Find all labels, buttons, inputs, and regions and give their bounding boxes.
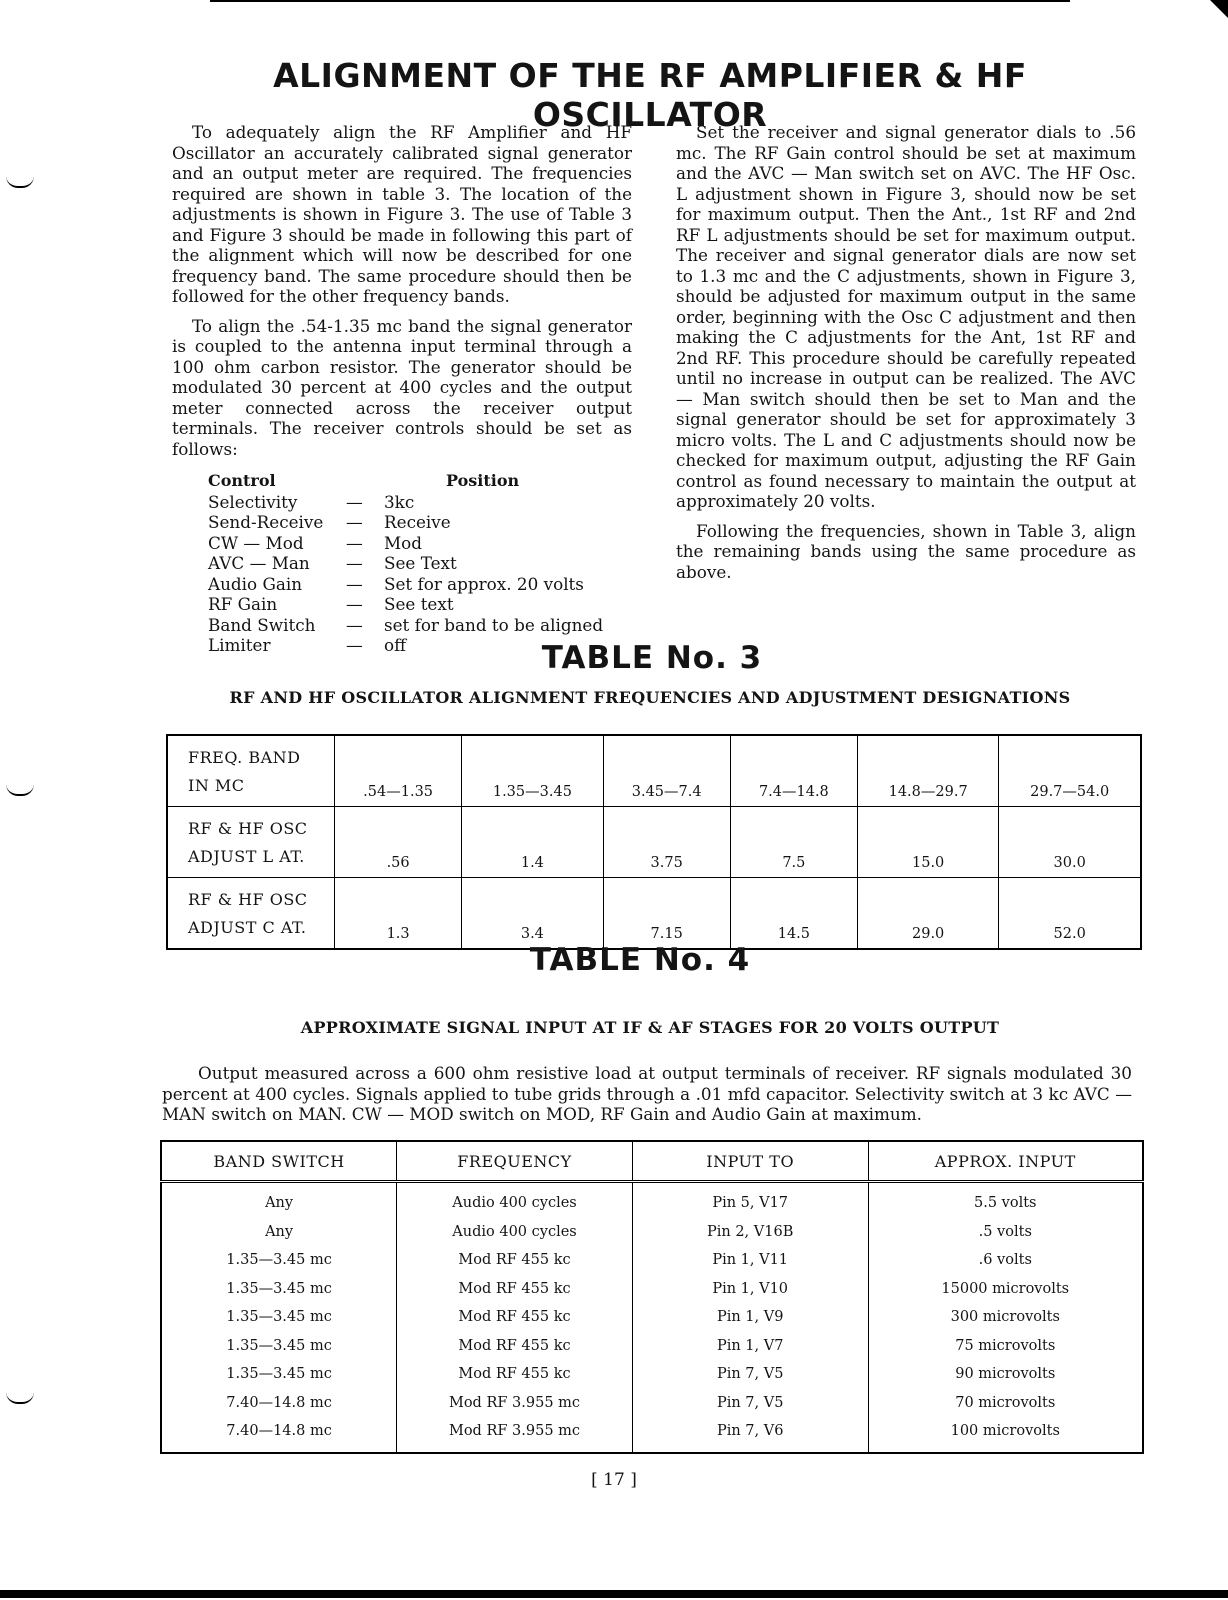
table3-row-label-line: ADJUST L AT. [188, 847, 305, 866]
table4-cell: Mod RF 455 kc [397, 1275, 633, 1304]
table4-row [161, 1332, 1143, 1361]
control-name: Send-Receive [208, 512, 324, 532]
table4-column-header: FREQUENCY [397, 1141, 633, 1182]
table4-cell: 90 microvolts [868, 1360, 1143, 1389]
table3-title: TABLE No. 3 [541, 640, 763, 676]
table3-alignment-frequencies [166, 734, 1142, 950]
control-row [208, 512, 603, 533]
intro-paragraph: To adequately align the RF Amplifier and HF Oscillator an accurately calibrated signal generator and an output meter are required. The frequencies required are shown in table 3. The location of the adjustments is shown in Figure 3. The use of Table 3 and Figure 3 should be made in following this part of the alignment which will now be described for one frequency band. The same procedure should then be followed for the other frequency bands. [172, 122, 632, 306]
control-position: Set for approx. 20 volts [384, 573, 584, 594]
control-dash: — [346, 614, 363, 635]
table4-cell: Mod RF 3.955 mc [397, 1417, 633, 1453]
table4-cell: .6 volts [868, 1246, 1143, 1275]
remaining-bands-paragraph: Following the frequencies, shown in Table 3, align the remaining bands using the same procedure as above. [676, 520, 1136, 582]
table4-cell: Any [161, 1182, 397, 1218]
control-name: Selectivity [208, 491, 298, 512]
table3-cell: 29.7—54.0 [999, 735, 1141, 807]
table3-row-label [167, 878, 335, 950]
table4-cell: Mod RF 455 kc [397, 1332, 633, 1361]
table4-cell: 1.35—3.45 mc [161, 1332, 397, 1361]
table4-column-header: BAND SWITCH [161, 1141, 397, 1182]
control-position: 3kc [384, 491, 415, 512]
table4-cell: 70 microvolts [868, 1389, 1143, 1418]
table4-cell: 1.35—3.45 mc [161, 1303, 397, 1332]
receiver-controls-list [208, 471, 603, 656]
table4-column-header: INPUT TO [632, 1141, 868, 1182]
table3-row-label-line: RF & HF OSC [188, 890, 308, 909]
table3-row [167, 735, 1141, 807]
control-dash: — [346, 635, 363, 655]
control-row [208, 533, 603, 554]
table4-cell: Pin 1, V10 [632, 1275, 868, 1304]
control-name: CW — Mod [208, 532, 304, 553]
table4-cell: 300 microvolts [868, 1303, 1143, 1332]
table3-cell: 3.4 [462, 878, 603, 950]
page-number: [ 17 ] [591, 1470, 637, 1490]
control-position: Receive [384, 512, 451, 532]
table4-cell: Pin 2, V16B [632, 1218, 868, 1247]
table4-cell: 7.40—14.8 mc [161, 1417, 397, 1453]
table4-row [161, 1246, 1143, 1275]
page-title: ALIGNMENT OF THE RF AMPLIFIER & HF OSCILLATOR [273, 56, 1027, 134]
table3-row [167, 878, 1141, 950]
alignment-procedure-paragraph: Set the receiver and signal generator dials to .56 mc. The RF Gain control should be set at maximum and the AVC — Man switch set on AVC. The HF Osc. L adjustment shown in Figure 3, should now be set for maximum output. Then the Ant., 1st RF and 2nd RF L adjustments should be set for maximum output. The receiver and signal generator dials are now set to 1.3 mc and the C adjustments, shown in Figure 3, should be adjusted for maximum output in the same order, beginning with the Osc C adjustment and then making the C adjustments for the Ant, 1st RF and 2nd RF. This procedure should be carefully repeated until no increase in output can be realized. The AVC — Man switch should then be set to Man and the signal generator should be set for approximately 3 micro volts. The L and C adjustments should now be checked for maximum output, adjusting the RF Gain control as found necessary to maintain the output at approximately 20 volts. [676, 122, 1136, 511]
table3-row-label [167, 735, 335, 807]
table3-row-label-line: ADJUST C AT. [188, 918, 307, 937]
table4-cell: Pin 7, V6 [632, 1417, 868, 1453]
table3-cell: 1.4 [462, 807, 603, 878]
table3-cell: 7.5 [730, 807, 857, 878]
scan-top-edge [210, 0, 1070, 2]
binder-hole-mark [6, 176, 34, 188]
scan-bottom-edge [0, 1590, 1228, 1598]
table4-cell: Pin 7, V5 [632, 1360, 868, 1389]
table4-cell: Pin 1, V9 [632, 1303, 868, 1332]
table4-cell: Pin 1, V11 [632, 1246, 868, 1275]
table4-cell: 100 microvolts [868, 1417, 1143, 1453]
table3-cell: 3.45—7.4 [603, 735, 730, 807]
table3-row [167, 807, 1141, 878]
binder-hole-mark [6, 1392, 34, 1404]
binder-hole-mark [6, 784, 34, 796]
control-position: See Text [384, 553, 457, 573]
control-dash: — [346, 573, 363, 594]
table4-cell: 7.40—14.8 mc [161, 1389, 397, 1418]
table4-cell: Pin 5, V17 [632, 1182, 868, 1218]
table4-cell: Any [161, 1218, 397, 1247]
table4-cell: Mod RF 455 kc [397, 1246, 633, 1275]
control-name: RF Gain [208, 594, 278, 614]
table4-subtitle: APPROXIMATE SIGNAL INPUT AT IF & AF STAGES FOR 20 VOLTS OUTPUT [300, 1018, 1000, 1037]
right-column [676, 122, 1136, 591]
table3-subtitle: RF AND HF OSCILLATOR ALIGNMENT FREQUENCIES AND ADJUSTMENT DESIGNATIONS [229, 688, 1071, 707]
control-row [208, 594, 603, 615]
control-position: off [384, 635, 407, 655]
table3-cell: .56 [335, 807, 462, 878]
table4-intro-paragraph: Output measured across a 600 ohm resistive load at output terminals of receiver. RF signals modulated 30 percent at 400 cycles. Signals applied to tube grids through a .01 mfd capacitor. Selectivity switch at 3 kc AVC — MAN switch on MAN. CW — MOD switch on MOD, RF Gain and Audio Gain at maximum. [162, 1063, 1132, 1124]
control-dash: — [346, 532, 363, 553]
control-position: See text [384, 594, 454, 614]
position-header: Position [446, 471, 520, 490]
table4-row [161, 1275, 1143, 1304]
control-row [208, 492, 603, 513]
control-row [208, 574, 603, 595]
control-row [208, 553, 603, 574]
table3-cell: 29.0 [857, 878, 998, 950]
table4-row [161, 1182, 1143, 1218]
table3-cell: 7.15 [603, 878, 730, 950]
control-dash: — [346, 512, 363, 532]
table3-cell: 3.75 [603, 807, 730, 878]
table4-cell: Mod RF 3.955 mc [397, 1389, 633, 1418]
control-dash: — [346, 491, 363, 512]
control-position: Mod [384, 532, 423, 553]
control-dash: — [346, 553, 363, 573]
table4-cell: Mod RF 455 kc [397, 1303, 633, 1332]
table4-row [161, 1389, 1143, 1418]
control-dash: — [346, 594, 363, 614]
table4-signal-input [160, 1140, 1144, 1454]
table3-row-label-line: IN MC [188, 776, 245, 795]
table4-cell: 1.35—3.45 mc [161, 1360, 397, 1389]
control-position: set for band to be aligned [384, 614, 604, 635]
table3-row-label-line: FREQ. BAND [188, 748, 301, 767]
band-alignment-paragraph: To align the .54-1.35 mc band the signal generator is coupled to the antenna input terminal through a 100 ohm carbon resistor. The generator should be modulated 30 percent at 400 cycles and the output meter connected across the receiver output terminals. The receiver controls should be set as follows: [172, 315, 632, 459]
table4-cell: Audio 400 cycles [397, 1218, 633, 1247]
table4-row [161, 1303, 1143, 1332]
table4-row [161, 1360, 1143, 1389]
table4-cell: Pin 1, V7 [632, 1332, 868, 1361]
table3-cell: 14.5 [730, 878, 857, 950]
table3-cell: 1.3 [335, 878, 462, 950]
table3-cell: 30.0 [999, 807, 1141, 878]
table4-cell: 5.5 volts [868, 1182, 1143, 1218]
table4-cell: .5 volts [868, 1218, 1143, 1247]
scan-corner-mark [1210, 0, 1228, 18]
table4-cell: 75 microvolts [868, 1332, 1143, 1361]
table3-cell: 15.0 [857, 807, 998, 878]
table4-row [161, 1417, 1143, 1453]
table4-cell: Mod RF 455 kc [397, 1360, 633, 1389]
table4-cell: 1.35—3.45 mc [161, 1246, 397, 1275]
table4-column-header: APPROX. INPUT [868, 1141, 1143, 1182]
control-name: Audio Gain [208, 573, 303, 594]
table4-title: TABLE No. 4 [529, 942, 751, 978]
table4-cell: Pin 7, V5 [632, 1389, 868, 1418]
table3-cell: 1.35—3.45 [462, 735, 603, 807]
table4-cell: 15000 microvolts [868, 1275, 1143, 1304]
table4-row [161, 1218, 1143, 1247]
table3-cell: 7.4—14.8 [730, 735, 857, 807]
control-name: Limiter [208, 635, 271, 655]
table3-row-label-line: RF & HF OSC [188, 819, 308, 838]
table3-row-label [167, 807, 335, 878]
control-name: AVC — Man [208, 553, 310, 573]
table3-cell: 14.8—29.7 [857, 735, 998, 807]
control-row [208, 615, 603, 636]
table3-cell: .54—1.35 [335, 735, 462, 807]
table4-cell: Audio 400 cycles [397, 1182, 633, 1218]
left-column [172, 122, 632, 656]
table3-cell: 52.0 [999, 878, 1141, 950]
table4-cell: 1.35—3.45 mc [161, 1275, 397, 1304]
control-header: Control [208, 471, 276, 490]
control-name: Band Switch [208, 614, 316, 635]
